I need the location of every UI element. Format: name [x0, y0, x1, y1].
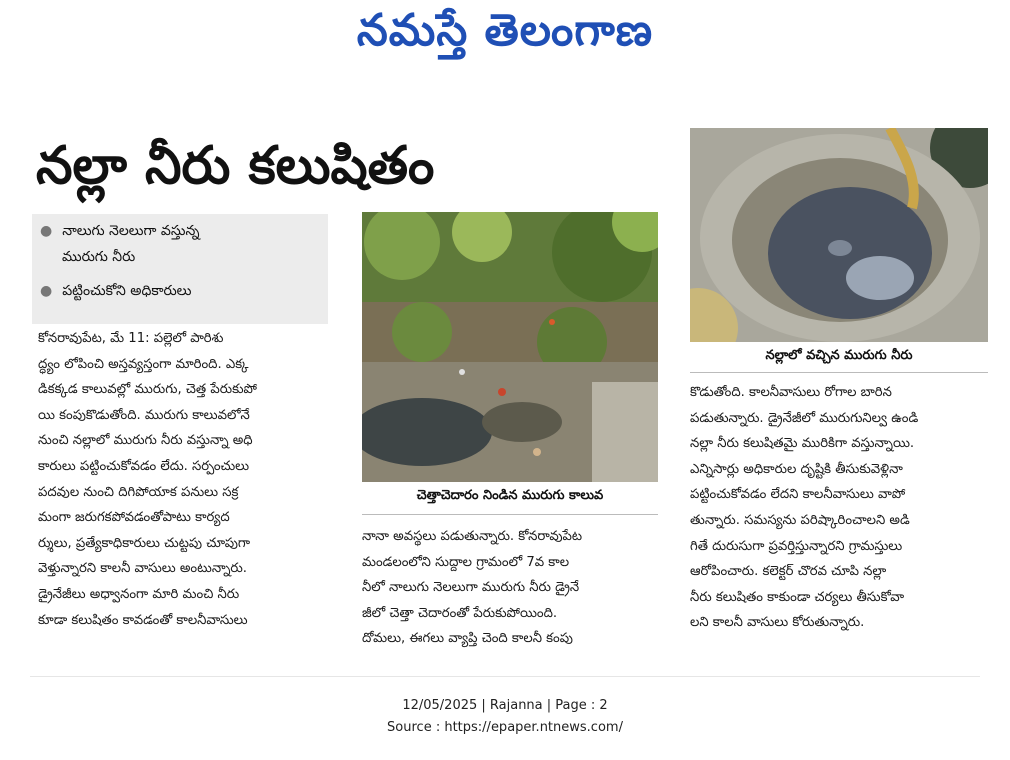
text-line: కొడుతోంది. కాలనీవాసులు రోగాల బారిన [690, 385, 892, 400]
text-line: గితే దురుసుగా ప్రవర్తిస్తున్నారని గ్రామస్తులు [690, 538, 903, 554]
text-line: కారులు పట్టించుకోవడం లేదు. సర్పంచులు [38, 458, 250, 474]
article-column-2 [362, 524, 662, 652]
caption-divider [690, 372, 988, 373]
text-line: డ్రైనేజీలు అధ్వానంగా మారి మంచి నీరు [38, 586, 240, 602]
photo-drain [362, 212, 658, 482]
text-line: నీరు కలుషితం కాకుండా చర్యలు తీసుకోవా [690, 589, 905, 605]
text-line: ర్శులు, ప్రత్యేకాధికారులు చుట్టపు చూపుగా [38, 535, 251, 551]
photo-tap-water [690, 128, 988, 342]
photo-tap-water-caption: నల్లాలో వచ్చిన మురుగు నీరు [765, 348, 913, 363]
text-line: నల్లా నీరు కలుషితమై మురికిగా వస్తున్నాయి. [690, 436, 915, 452]
text-line: యి కంపుకొడుతోంది. మురుగు కాలువలోనే [38, 407, 250, 423]
photo-drain-caption: చెత్తాచెదారం నిండిన మురుగు కాలువ [416, 488, 604, 503]
text-line: జీలో చెత్తా చెదారంతో పేరుకుపోయింది. [362, 605, 558, 621]
text-line: మంగా జరుగకపోవడంతోపాటు కార్యద [38, 510, 230, 526]
bullet-icon: ● [40, 223, 53, 239]
highlight-item: ● పట్టించుకోని అధికారులు [40, 283, 192, 299]
text-line: కోనరావుపేట, మే 11: పల్లెలో పారిశు [38, 331, 224, 346]
text-line: నుంచి నల్లాలో మురుగు నీరు వస్తున్నా అధి [38, 433, 253, 449]
highlight-item: ● నాలుగు నెలలుగా వస్తున్న [40, 223, 200, 239]
text-line: దోమలు, ఈగలు వ్యాప్తి చెంది కాలనీ కంపు [362, 631, 573, 647]
text-line: వెళ్తున్నారని కాలనీ వాసులు అంటున్నారు. [38, 561, 247, 577]
text-line: తున్నారు. సమస్యను పరిష్కారించాలని అడి [690, 512, 910, 528]
text-line: లని కాలనీ వాసులు కోరుతున్నారు. [690, 615, 865, 631]
page-divider [30, 676, 980, 677]
highlight-item-continued: మురుగు నీరు [62, 249, 136, 265]
text-line: కూడా కలుషితం కావడంతో కాలనీవాసులు [38, 612, 248, 628]
text-line: నానా అవస్థలు పడుతున్నారు. కోనరావుపేట [362, 529, 583, 544]
masthead-logo: నమస్తే తెలంగాణ [356, 5, 654, 56]
tap-water-photo-illustration [690, 128, 988, 342]
text-line: పదవుల నుంచి దిగిపోయాక పనులు సక్ర [38, 484, 239, 500]
text-line: పడుతున్నారు. డ్రైనేజీలో మురుగునిల్వ ఉండి [690, 410, 919, 426]
article-column-1 [38, 326, 338, 633]
text-line: పట్టించుకోవడం లేదని కాలనీవాసులు వాపో [690, 487, 906, 503]
text-line: ద్ధ్యం లోపించి అస్తవ్యస్తంగా మారింది. ఎక్క [38, 356, 249, 372]
footer-date-line: 12/05/2025 | Rajanna | Page : 2 [402, 698, 608, 713]
caption-divider [362, 514, 658, 515]
text-line: నీలో నాలుగు నెలలుగా మురుగు నీరు డ్రైనే [362, 580, 580, 596]
text-line: డికక్కడ కాలువల్లో మురుగు, చెత్త పేరుకుపో [38, 382, 257, 398]
drain-photo-illustration [362, 212, 658, 482]
text-line: ఆరోపించారు. కలెక్టర్ చొరవ చూపి నల్లా [690, 564, 887, 580]
headline: నల్లా నీరు కలుషితం [36, 136, 435, 196]
text-line: ఎన్నిసార్లు అధికారుల దృష్టికి తీసుకువెళ్లినా [690, 461, 903, 477]
highlights-box [32, 214, 328, 324]
footer-source-line: Source : https://epaper.ntnews.com/ [387, 720, 623, 735]
bullet-icon: ● [40, 283, 53, 299]
text-line: మండలంలోని సుద్దాల గ్రామంలో 7వ కాల [362, 554, 570, 570]
article-column-3 [690, 380, 990, 636]
